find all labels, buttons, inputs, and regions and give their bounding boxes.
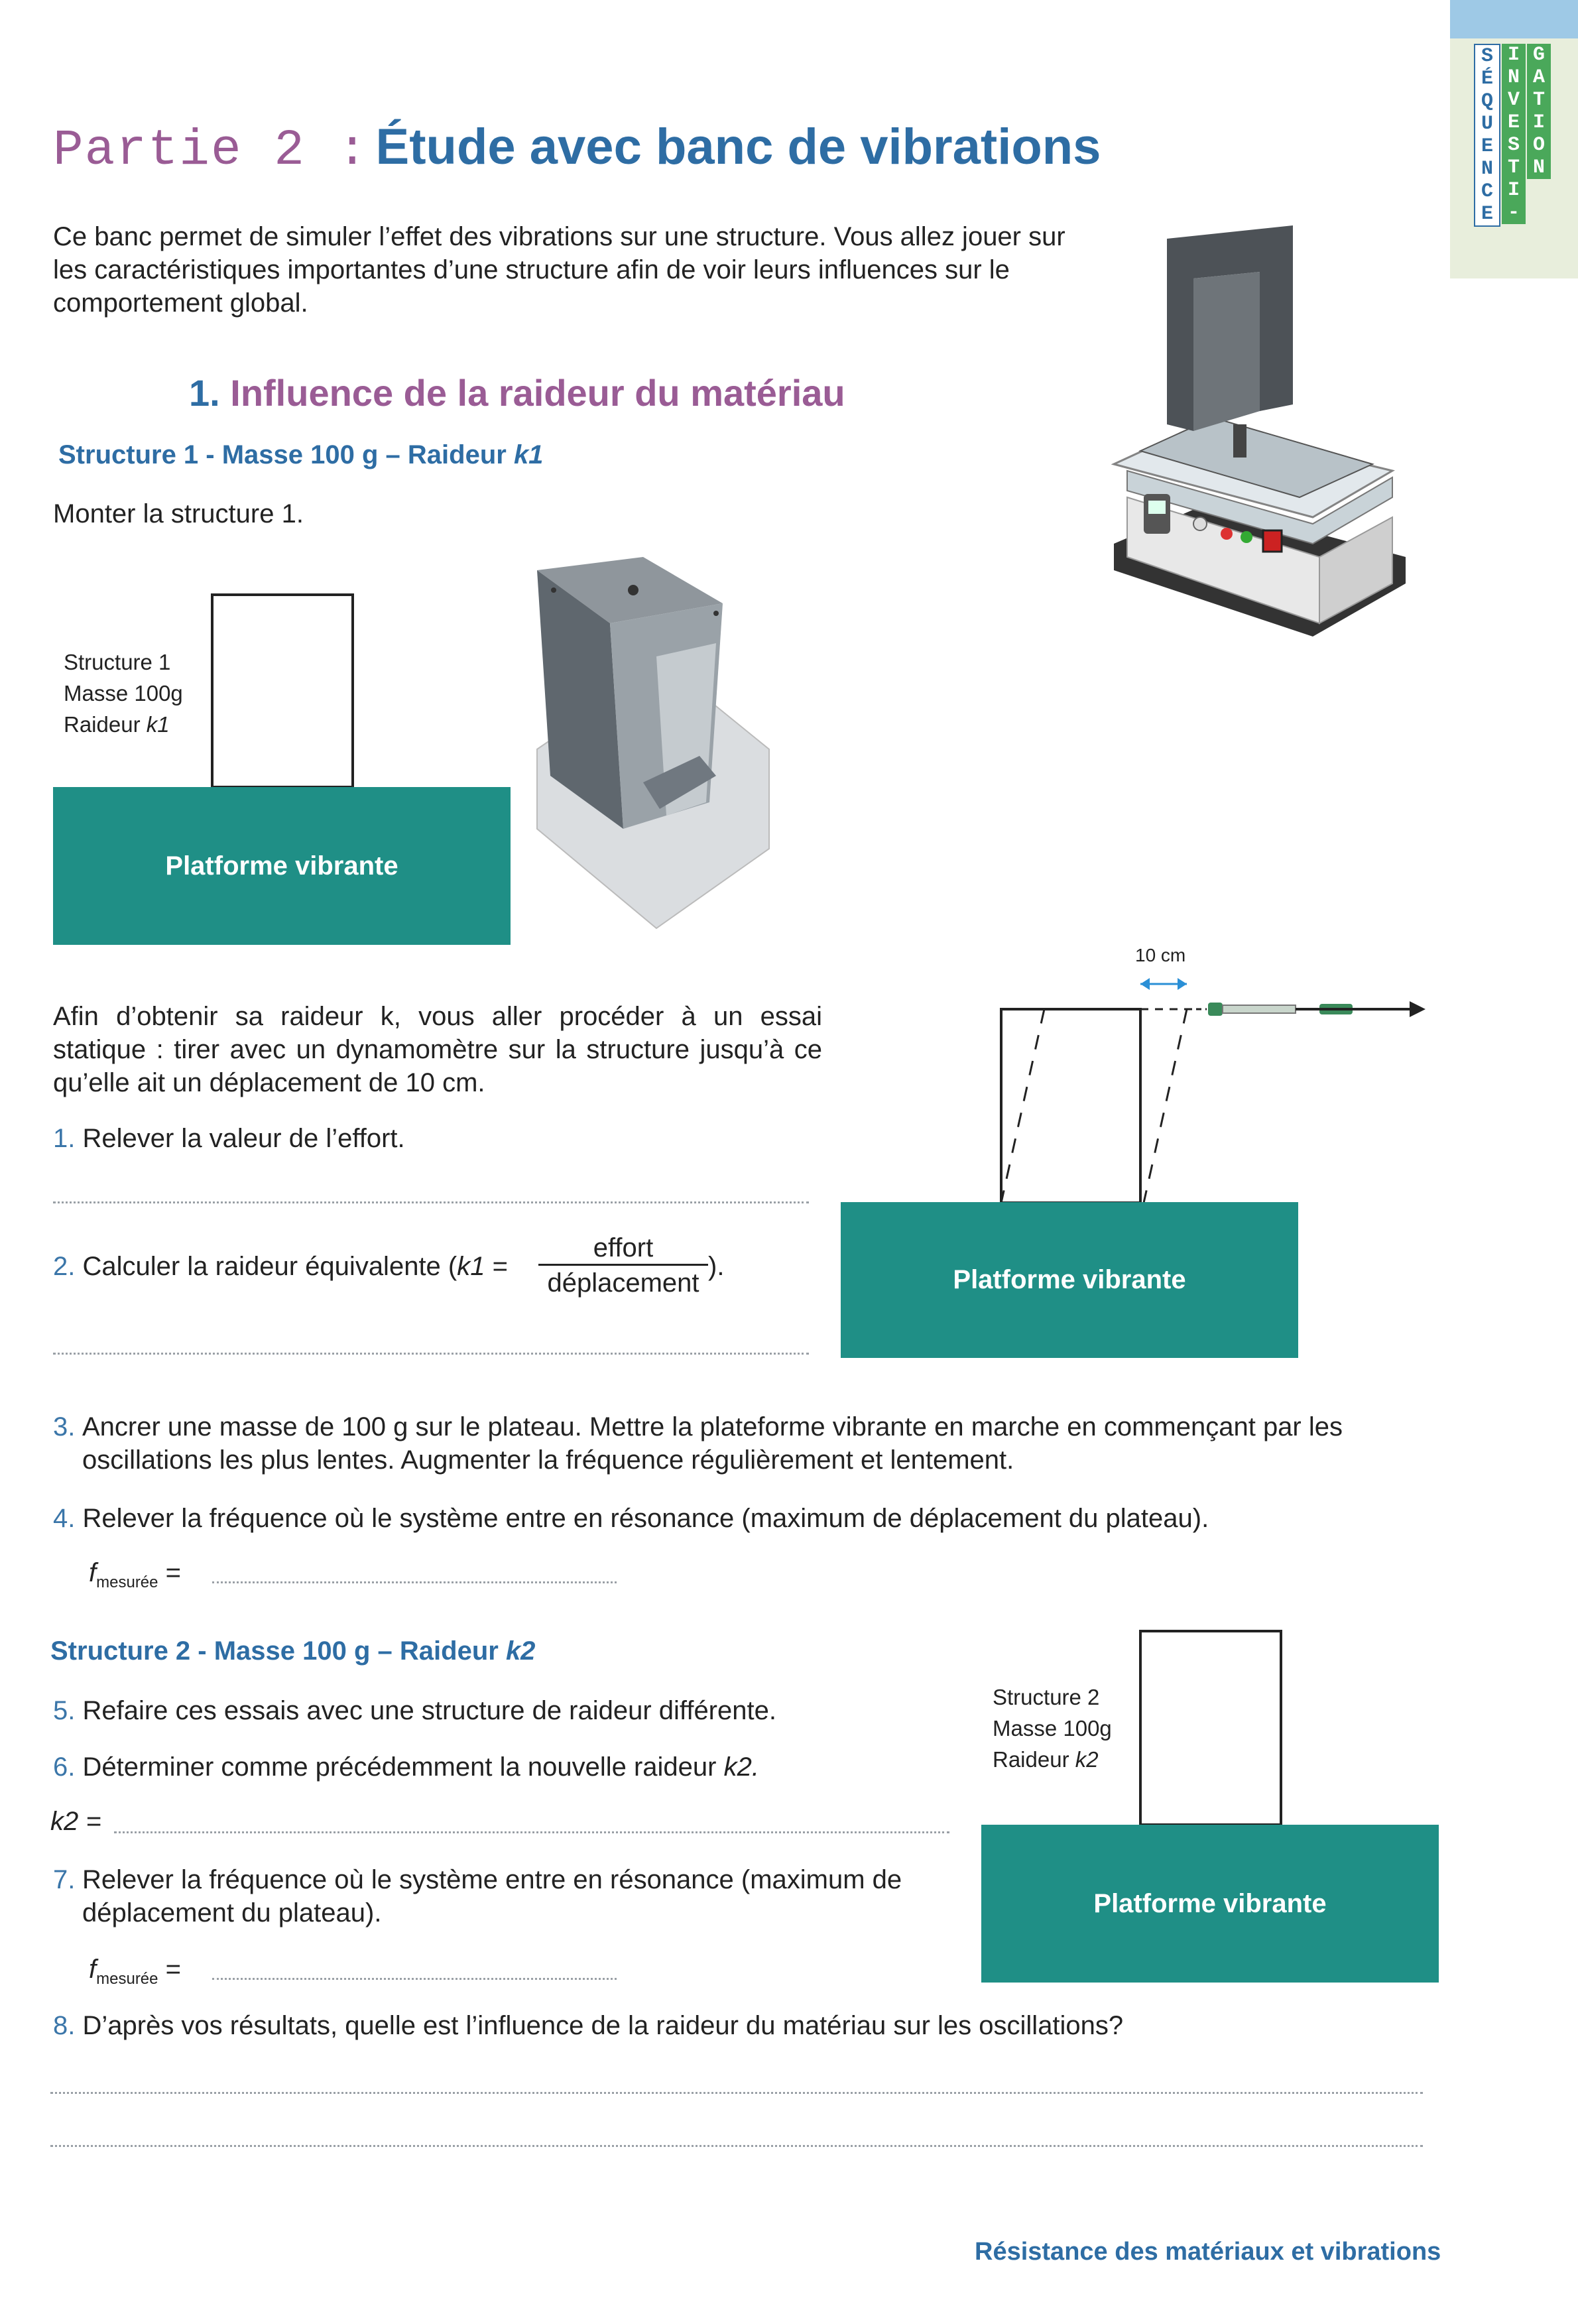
structure-2-rect xyxy=(1139,1630,1282,1826)
inv-letter: V xyxy=(1507,89,1520,111)
q1-number: 1. xyxy=(53,1124,76,1153)
seq-letter: E xyxy=(1481,135,1493,158)
label-masse: Masse 100g xyxy=(993,1716,1112,1741)
dimension-label: 10 cm xyxy=(1135,945,1186,965)
q5-number: 5. xyxy=(53,1696,76,1725)
seq-letter: U xyxy=(1481,113,1493,135)
structure-2-k: k2 xyxy=(505,1636,536,1666)
question-2 xyxy=(53,1250,508,1283)
question-7 xyxy=(53,1863,968,1929)
structure-1-label xyxy=(64,646,183,740)
f-symbol: f xyxy=(89,1558,97,1587)
section-1-number: 1. xyxy=(189,372,220,414)
q2-close: ). xyxy=(708,1252,725,1281)
q8-number: 8. xyxy=(53,2011,76,2040)
q8-text: D’après vos résultats, quelle est l’influence de la raideur du matériau sur les oscillations? xyxy=(82,2011,1124,2040)
label-raideur xyxy=(64,709,183,740)
question-1 xyxy=(53,1122,405,1155)
gat-letter: G xyxy=(1532,44,1545,66)
inv-letter: - xyxy=(1507,202,1520,224)
q6-text: Déterminer comme précédemment la nouvelle raideur xyxy=(82,1752,724,1782)
answer-line-q8-a[interactable] xyxy=(50,2092,1423,2094)
section-1-title: Influence de la raideur du matériau xyxy=(230,372,845,414)
q3-text: Ancrer une masse de 100 g sur le plateau. Mettre la plateforme vibrante en marche en commençant par les oscillations les plus lentes. Augmenter la fréquence régulièrement et lentement. xyxy=(82,1412,1343,1475)
q7-number: 7. xyxy=(53,1865,76,1894)
question-6 xyxy=(53,1750,759,1784)
f-subscript: mesurée xyxy=(96,1573,158,1591)
q3-number: 3. xyxy=(53,1412,76,1441)
inv-letter: S xyxy=(1507,134,1520,156)
label-structure: Structure 1 xyxy=(64,650,171,674)
title-text: Étude avec banc de vibrations xyxy=(375,119,1101,175)
platform-3: Platforme vibrante xyxy=(981,1825,1439,1983)
f-equals: = xyxy=(165,1558,181,1587)
q2-equals: = xyxy=(485,1252,508,1281)
structure-2-heading-text: Structure 2 - Masse 100 g – Raideur xyxy=(50,1636,506,1666)
platform-1: Platforme vibrante xyxy=(53,787,511,945)
structure-2-label xyxy=(993,1682,1112,1775)
answer-line-q7[interactable] xyxy=(212,1978,617,1980)
label-raideur xyxy=(993,1744,1112,1775)
sequence-column xyxy=(1474,44,1500,227)
seq-letter: E xyxy=(1481,203,1493,225)
question-8 xyxy=(53,2009,1123,2042)
answer-line-q8-b[interactable] xyxy=(50,2145,1423,2147)
q4-text: Relever la fréquence où le système entre en résonance (maximum de déplacement du plateau). xyxy=(82,1504,1209,1533)
structure-photo xyxy=(524,550,776,935)
inv-letter: T xyxy=(1507,156,1520,179)
label-masse: Masse 100g xyxy=(64,681,183,705)
inv-letter: N xyxy=(1507,66,1520,89)
q1-text: Relever la valeur de l’effort. xyxy=(82,1124,405,1153)
page-title xyxy=(53,118,1101,179)
partie-label: Partie 2 : xyxy=(53,122,369,179)
f-subscript: mesurée xyxy=(96,1970,158,1988)
answer-line-q4[interactable] xyxy=(212,1581,617,1583)
q6-k: k2. xyxy=(723,1752,759,1782)
static-test-text: Afin d’obtenir sa raideur k, vous aller procéder à un essai statique : tirer avec un dynamomètre sur la structure jusqu’à ce qu’elle ait un déplacement de 10 cm. xyxy=(53,1002,822,1097)
inv-letter: E xyxy=(1507,111,1520,134)
static-test-diagram xyxy=(988,968,1439,1207)
f-equals: = xyxy=(165,1955,181,1984)
q6-number: 6. xyxy=(53,1752,76,1782)
seq-letter: N xyxy=(1481,158,1493,180)
platform-2: Platforme vibrante xyxy=(841,1202,1298,1358)
gat-letter: N xyxy=(1532,156,1545,179)
structure-1-rect xyxy=(211,593,354,788)
question-3 xyxy=(53,1410,1459,1477)
answer-line-q2[interactable] xyxy=(53,1353,809,1355)
fraction-numerator: effort xyxy=(538,1232,708,1266)
k2-label: k2 = xyxy=(50,1807,101,1836)
investigation-column xyxy=(1502,44,1526,224)
f-symbol: f xyxy=(89,1955,97,1984)
footer-title: Résistance des matériaux et vibrations xyxy=(975,2238,1441,2266)
label-structure: Structure 2 xyxy=(993,1685,1100,1709)
f-measured-2 xyxy=(89,1955,181,1988)
badge-top-strip xyxy=(1450,0,1578,38)
q7-text: Relever la fréquence où le système entre en résonance (maximum de déplacement du plateau). xyxy=(82,1865,902,1927)
gat-letter: O xyxy=(1532,134,1545,156)
q2-text: Calculer la raideur équivalente ( xyxy=(82,1252,457,1281)
seq-letter: Q xyxy=(1481,90,1493,113)
sequence-badge xyxy=(1450,0,1578,278)
label-raideur-k: k1 xyxy=(146,712,170,737)
gat-letter: A xyxy=(1532,66,1545,89)
structure-1-heading-text: Structure 1 - Masse 100 g – Raideur xyxy=(58,440,514,469)
intro-paragraph: Ce banc permet de simuler l’effet des vibrations sur une structure. Vous allez jouer sur les caractéristiques importantes d’une structure afin de voir leurs influences sur le comportement global. xyxy=(53,222,1065,318)
label-raideur-k: k2 xyxy=(1075,1747,1099,1772)
inv-letter: I xyxy=(1507,44,1520,66)
seq-letter: C xyxy=(1481,180,1493,203)
structure-2-heading xyxy=(50,1636,535,1666)
fraction-denominator: déplacement xyxy=(547,1268,699,1298)
fraction xyxy=(538,1232,708,1300)
q2-k: k1 xyxy=(457,1252,485,1281)
structure-1-k: k1 xyxy=(513,440,544,469)
question-4 xyxy=(53,1502,1209,1535)
seq-letter: S xyxy=(1481,45,1493,68)
answer-line-q1[interactable] xyxy=(53,1201,809,1203)
structure-1-heading xyxy=(58,440,543,470)
inv-letter: I xyxy=(1507,179,1520,202)
q5-text: Refaire ces essais avec une structure de raideur différente. xyxy=(82,1696,776,1725)
section-1-heading xyxy=(189,371,845,414)
answer-line-k2[interactable] xyxy=(114,1831,949,1833)
question-5 xyxy=(53,1694,776,1727)
label-raideur-text: Raideur xyxy=(64,712,147,737)
q2-number: 2. xyxy=(53,1252,76,1281)
label-raideur-text: Raideur xyxy=(993,1747,1075,1772)
vibration-bench-photo xyxy=(1101,212,1419,650)
gat-letter: I xyxy=(1532,111,1545,134)
q4-number: 4. xyxy=(53,1504,76,1533)
seq-letter: É xyxy=(1481,68,1493,90)
f-measured-1 xyxy=(89,1558,181,1592)
gation-column xyxy=(1527,44,1551,179)
gat-letter: T xyxy=(1532,89,1545,111)
mount-instruction: Monter la structure 1. xyxy=(53,499,304,528)
